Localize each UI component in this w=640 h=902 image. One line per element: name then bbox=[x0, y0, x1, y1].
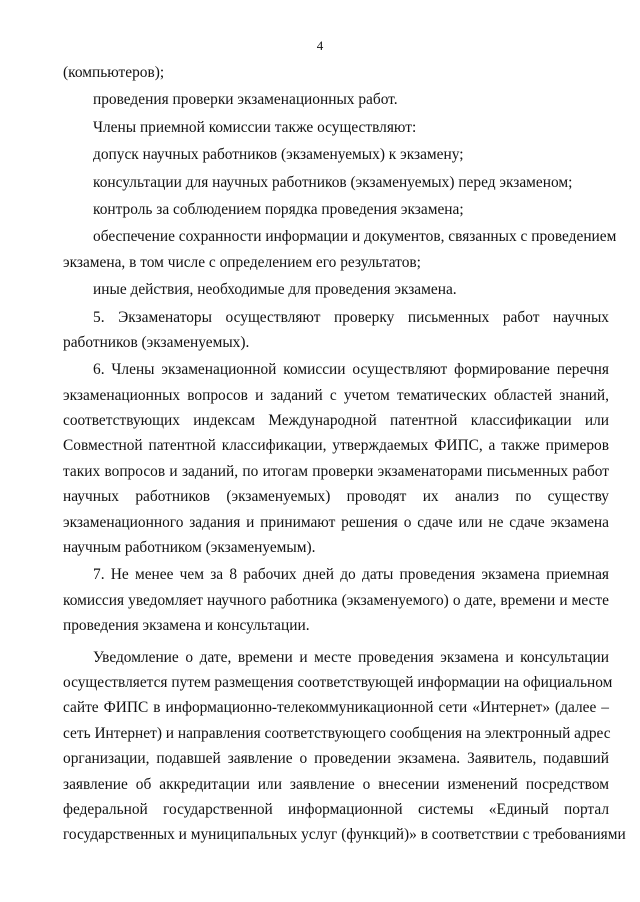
text-line: соответствующих индексам Международной патентной классификации или bbox=[63, 412, 609, 430]
text-line: осуществляется путем размещения соответствующей информации на официальном bbox=[63, 673, 613, 691]
text-line: 7. Не менее чем за 8 рабочих дней до даты проведения экзамена приемная bbox=[93, 566, 609, 584]
text-line: государственных и муниципальных услуг (функций)» в соответствии с требованиями bbox=[63, 826, 626, 844]
text-line: допуск научных работников (экзаменуемых) к экзамену; bbox=[93, 146, 464, 164]
text-line: работников (экзаменуемых). bbox=[63, 333, 250, 351]
text-line: консультации для научных работников (экзаменуемых) перед экзаменом; bbox=[93, 173, 573, 191]
text-line: организации, подавшей заявление о проведении экзамена. Заявитель, подавший bbox=[63, 750, 609, 768]
text-line: заявление об аккредитации или заявление о внесении изменений посредством bbox=[63, 775, 609, 793]
text-line: экзамена, в том числе с определением его результатов; bbox=[63, 253, 421, 271]
text-line: Уведомление о дате, времени и месте проведения экзамена и консультации bbox=[93, 648, 609, 666]
text-line: научным работником (экзаменуемым). bbox=[63, 539, 316, 557]
text-line: 5. Экзаменаторы осуществляют проверку письменных работ научных bbox=[93, 308, 609, 326]
text-line: проведения проверки экзаменационных работ. bbox=[93, 91, 398, 109]
text-line: обеспечение сохранности информации и документов, связанных с проведением bbox=[93, 228, 617, 246]
text-line: иные действия, необходимые для проведения экзамена. bbox=[93, 281, 457, 299]
text-line: контроль за соблюдением порядка проведения экзамена; bbox=[93, 200, 464, 218]
page-number: 4 bbox=[316, 38, 324, 53]
text-line: Совместной патентной классификации, утверждаемых ФИПС, а также примеров bbox=[63, 437, 609, 455]
text-line: проведения экзамена и консультации. bbox=[63, 617, 310, 635]
document-body bbox=[63, 60, 626, 848]
text-line: таких вопросов и заданий, по итогам проверки экзаменаторами письменных работ bbox=[63, 462, 609, 480]
text-line: комиссия уведомляет научного работника (экзаменуемого) о дате, времени и месте bbox=[63, 591, 609, 609]
text-line: (компьютеров); bbox=[63, 64, 165, 81]
text-line: сеть Интернет) и направления соответствующего сообщения на электронный адрес bbox=[63, 724, 611, 742]
text-line: сайте ФИПС в информационно-телекоммуникационной сети «Интернет» (далее – bbox=[63, 699, 609, 717]
text-line: 6. Члены экзаменационной комиссии осуществляют формирование перечня bbox=[93, 361, 609, 379]
text-line: экзаменационного задания и принимают решения о сдаче или не сдаче экзамена bbox=[63, 513, 609, 531]
text-line: федеральной государственной информационной системы «Единый портал bbox=[63, 800, 609, 818]
text-line: Члены приемной комиссии также осуществляют: bbox=[93, 118, 417, 136]
text-line: экзаменационных вопросов и заданий с учетом тематических областей знаний, bbox=[63, 386, 609, 404]
text-line: научных работников (экзаменуемых) проводят их анализ по существу bbox=[63, 488, 609, 506]
